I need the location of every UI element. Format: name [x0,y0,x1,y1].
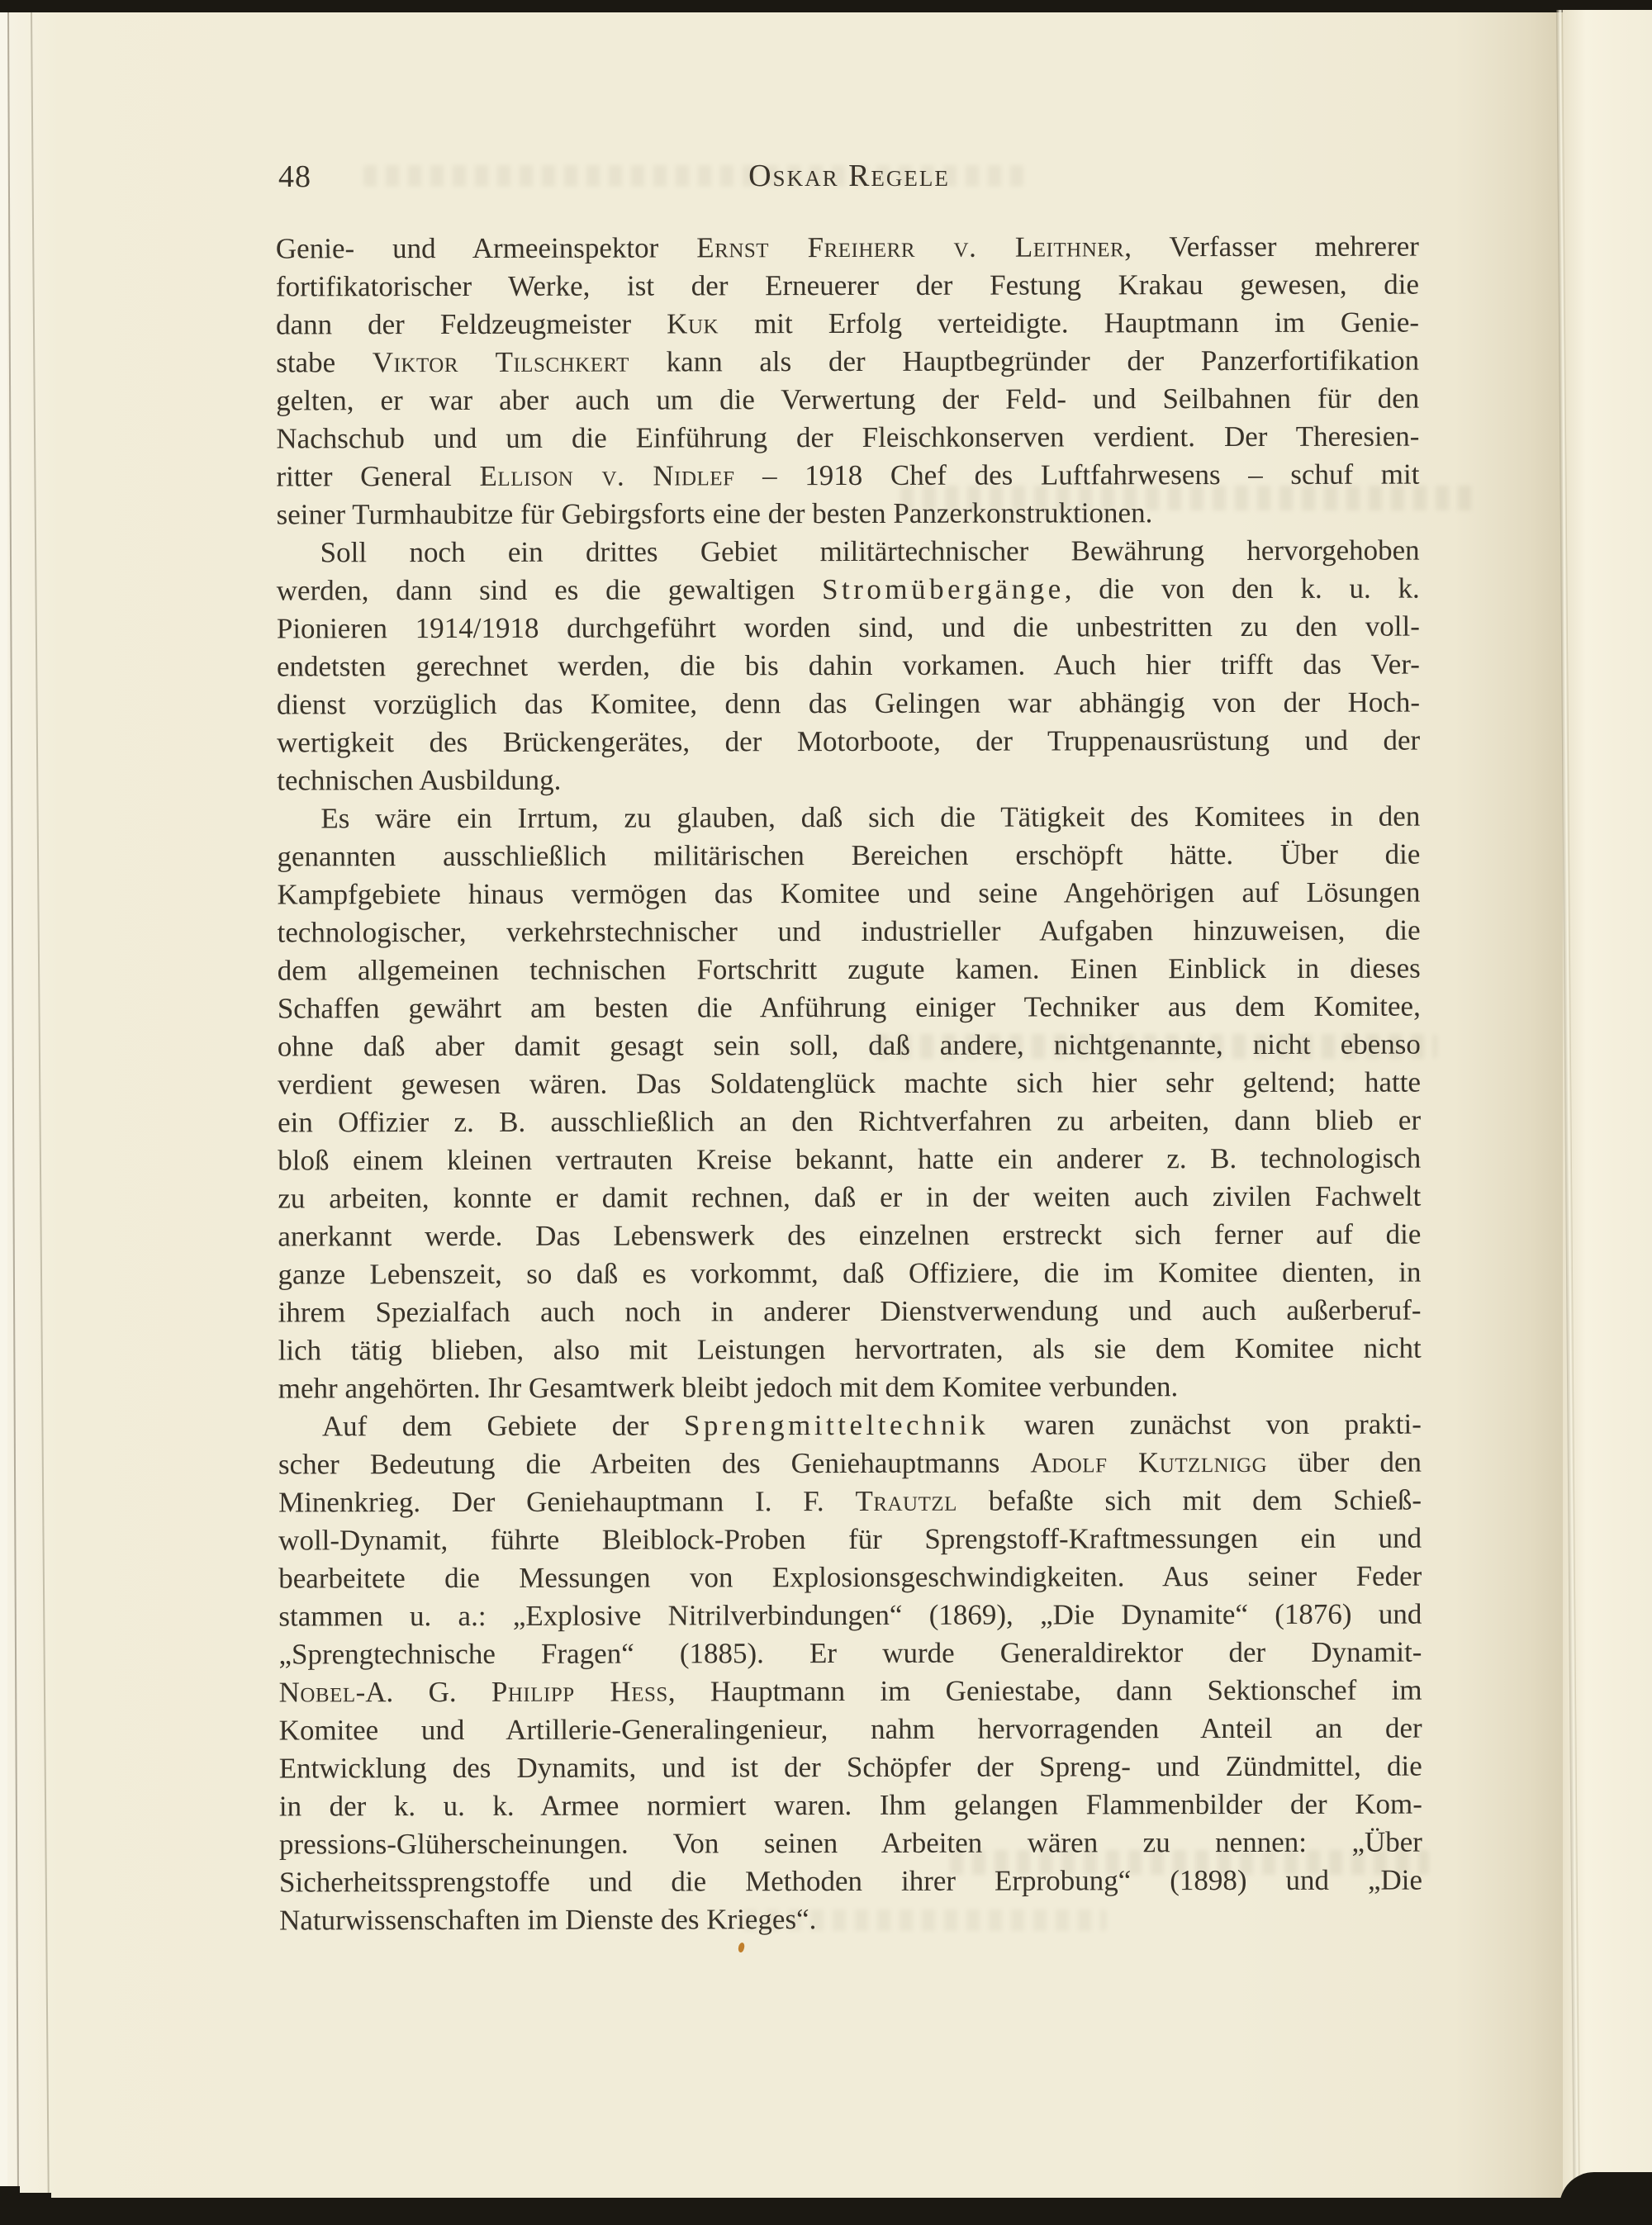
text-line: in der k. u. k. Armee normiert waren. Ihm gelangen Flammenbilder der Kom- [278,1787,1422,1823]
text-line: Schaffen gewährt am besten die Anführung einiger Techniker aus dem Komitee, [277,989,1421,1025]
page-body [276,228,1422,1940]
text-line: pressions-Glüherscheinungen. Von seinen Arbeiten wären zu nennen: „Über [278,1825,1422,1861]
text-line: wertigkeit des Brückengerätes, der Motorboote, der Truppenausrüstung und der [277,723,1421,759]
text-line: anerkannt werde. Das Lebenswerk des einzelnen erstreckt sich ferner auf die [278,1217,1422,1253]
text-line: werden, dann sind es die gewaltigen Stromübergänge, die von den k. u. k. [276,572,1420,607]
scanner-band-top [0,0,1652,12]
text-line: technischen Ausbildung. [277,763,562,797]
text-line: lich tätig blieben, also mit Leistungen hervortraten, als sie dem Komitee nicht [278,1331,1422,1367]
text-line: dienst vorzüglich das Komitee, denn das Gelingen war abhängig von der Hoch- [276,686,1421,721]
text-line: Pionieren 1914/1918 durchgeführt worden sind, und die unbestritten zu den voll- [276,610,1420,645]
text-line: stammen u. a.: „Explosive Nitrilverbindungen“ (1869), „Die Dynamite“ (1876) und [278,1597,1422,1633]
text-line: bloß einem kleinen vertrauten Kreise bekannt, hatte ein anderer z. B. technologisch [278,1141,1422,1177]
text-line: Naturwissenschaften im Dienste des Krieges“. [279,1903,817,1937]
text-line: Minenkrieg. Der Geniehauptmann I. F. Trautzl befaßte sich mit dem Schieß- [278,1483,1422,1519]
text-line: Genie- und Armeeinspektor Ernst Freiherr v. Leithner, Verfasser mehrerer [275,230,1419,265]
text-line: ihrem Spezialfach auch noch in anderer Dienstverwendung und auch außerberuf- [278,1293,1422,1329]
text-line: ritter General Ellison v. Nidlef – 1918 Chef des Luftfahrwesens – schuf mit [276,458,1420,493]
text-line: endetsten gerechnet werden, die bis dahin vorkamen. Auch hier trifft das Ver- [276,648,1420,683]
text-line: Kampfgebiete hinaus vermögen das Komitee und seine Angehörigen auf Lösungen [277,875,1421,911]
scanner-band-bottom [0,2198,1652,2225]
text-line: Nobel-A. G. Philipp Hess, Hauptmann im Geniestabe, dann Sektionschef im [278,1673,1422,1709]
text-line: „Sprengtechnische Fragen“ (1885). Er wurde Generaldirektor der Dynamit- [278,1635,1422,1671]
text-line: Komitee und Artillerie-Generalingenieur, nahm hervorragenden Anteil an der [278,1711,1422,1747]
text-line: gelten, er war aber auch um die Verwertung der Feld- und Seilbahnen für den [276,382,1420,417]
running-header [278,159,1421,197]
text-line: zu arbeiten, konnte er damit rechnen, daß er in der weiten auch zivilen Fachwelt [278,1179,1422,1215]
text-line: ohne daß aber damit gesagt sein soll, daß andere, nichtgenannte, nicht ebenso [277,1027,1421,1063]
text-line: Es wäre ein Irrtum, zu glauben, daß sich die Tätigkeit des Komitees in den [320,799,1421,835]
page-stack-edge [0,12,7,2193]
text-line: genannten ausschließlich militärischen Bereichen erschöpft hätte. Über die [277,837,1421,873]
text-line: Sicherheitssprengstoffe und die Methoden ihrer Erprobung“ (1898) und „Die [278,1863,1423,1899]
text-line: mehr angehörten. Ihr Gesamtwerk bleibt jedoch mit dem Komitee verbunden. [278,1370,1179,1405]
text-line: ein Offizier z. B. ausschließlich an den Richtverfahren zu arbeiten, dann blieb er [278,1103,1422,1139]
text-line: fortifikatorischer Werke, ist der Erneuerer der Festung Krakau gewesen, die [275,268,1420,303]
text-line: technologischer, verkehrstechnischer und industrieller Aufgaben hinzuweisen, die [277,913,1421,949]
text-line: stabe Viktor Tilschkert kann als der Hauptbegründer der Panzerfortifikation [276,344,1420,379]
text-line: verdient gewesen wären. Das Soldatenglück machte sich hier sehr geltend; hatte [277,1065,1422,1101]
page-number: 48 [278,159,311,194]
text-line: Nachschub und um die Einführung der Fleischkonserven verdient. Der Theresien- [276,420,1420,455]
running-title: Oskar Regele [748,159,950,193]
text-line: scher Bedeutung die Arbeiten des Geniehauptmanns Adolf Kutzlnigg über den [278,1445,1422,1481]
text-line: ganze Lebenszeit, so daß es vorkommt, daß Offiziere, die im Komitee dienten, in [278,1255,1422,1291]
text-line: Soll noch ein drittes Gebiet militärtechnischer Bewährung hervorgehoben [320,534,1420,569]
text-line: dann der Feldzeugmeister Kuk mit Erfolg verteidigte. Hauptmann im Genie- [276,306,1420,341]
text-line: dem allgemeinen technischen Fortschritt zugute kamen. Einen Einblick in dieses [277,951,1421,987]
text-line: bearbeitete die Messungen von Explosionsgeschwindigkeiten. Aus seiner Feder [278,1559,1422,1595]
text-line: seiner Turmhaubitze für Gebirgsforts eine der besten Panzerkonstruktionen. [276,496,1153,531]
text-line: Entwicklung des Dynamits, und ist der Schöpfer der Spreng- und Zündmittel, die [278,1749,1422,1785]
text-line: Auf dem Gebiete der Sprengmitteltechnik waren zunächst von prakti- [321,1407,1422,1443]
text-line: woll-Dynamit, führte Bleiblock-Proben für Sprengstoff-Kraftmessungen ein und [278,1521,1422,1557]
